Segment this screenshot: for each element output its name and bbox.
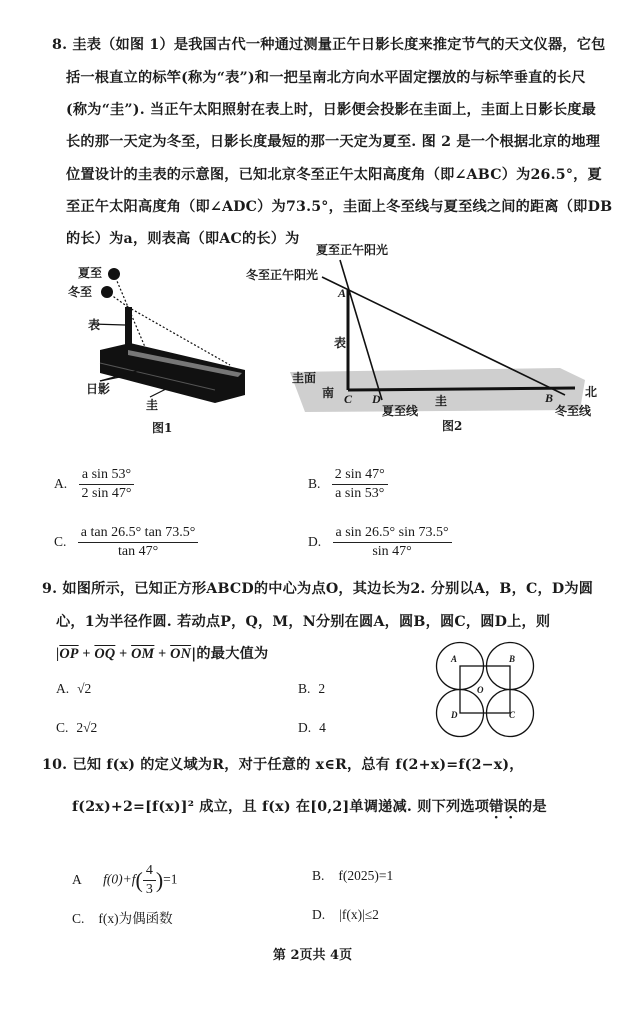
- q9-fig-label-A: A: [451, 654, 458, 664]
- fig1-label-winter: 冬至: [68, 285, 93, 299]
- fig2-label-summer-light: 夏至正午阳光: [316, 243, 389, 257]
- q9-option-a[interactable]: A. √2: [56, 681, 92, 696]
- q9-fig-label-C: C: [509, 710, 516, 720]
- q10-option-b[interactable]: B. f(2025)=1: [312, 868, 394, 883]
- q10-number: 10.: [42, 757, 68, 773]
- q10-option-a[interactable]: A f(0)+f( $\frac{4}{3}$ )=1: [72, 863, 178, 897]
- page-footer: 第 2页共 4页: [272, 948, 353, 963]
- q8-option-c[interactable]: C. $\frac{\text{a tan 26.5° tan 73.5°}}{\tan 47^\circ}$: [54, 524, 198, 561]
- q8-option-b[interactable]: B. $\frac{2 \sin 47^\circ}{\text{a sin 53°}}$: [308, 466, 388, 503]
- q9-option-c[interactable]: C. 2√2: [56, 720, 98, 735]
- square-ABCD: [460, 666, 510, 713]
- q9-circles-figure: [430, 636, 555, 746]
- q8-line-5: 位置设计的圭表的示意图，已知北京冬至正午太阳高度角（即∠ABC）为26.5°，夏: [66, 167, 602, 183]
- fig2-label-winter-line: 冬至线: [555, 404, 592, 418]
- fig2-caption: 图2: [442, 419, 463, 433]
- fig2-label-south: 南: [322, 386, 335, 400]
- q8-line-4: 长的那一天定为冬至，日影长度最短的那一天定为夏至. 图 2 是一个根据北京的地理: [66, 134, 601, 150]
- fig1-label-summer: 夏至: [78, 266, 103, 280]
- q9-expression: $|\overline{OP} + \overline{OQ} + \overline{OM} + \overline{ON}|$的最大值为: [56, 646, 269, 662]
- q10-line-1: 10. 已知 f(x) 的定义域为R，对于任意的 x∈R，总有 f(2+x)=f(2−x)，: [42, 757, 524, 773]
- fig1-label-gui: 圭: [146, 398, 159, 412]
- q8-line-6: 至正午太阳高度角（即∠ADC）为73.5°，圭面上冬至线与夏至线之间的距离（即DB: [66, 199, 613, 215]
- q10-option-d[interactable]: D. |f(x)|≤2: [312, 907, 379, 922]
- option-c-fraction: $\frac{\text{a tan 26.5° tan 73.5°}}{\tan 47^\circ}$: [78, 524, 199, 561]
- fig1-caption: 图1: [152, 421, 173, 435]
- fig2-label-gui: 圭: [435, 394, 448, 408]
- q9-option-d[interactable]: D. 4: [298, 720, 326, 735]
- fig2-label-winter-light: 冬至正午阳光: [246, 268, 319, 282]
- q9-line-2: 心，1为半径作圆. 若动点P，Q，M，N分别在圆A，圆B，圆C，圆D上，则: [56, 614, 551, 630]
- q9-fig-label-O: O: [477, 685, 484, 695]
- fig1-label-shadow: 日影: [86, 382, 111, 396]
- q8-number: 8.: [52, 37, 68, 53]
- option-d-fraction: $\frac{\text{a sin 26.5° sin 73.5°}}{\sin 47^\circ}$: [333, 524, 452, 561]
- fig2-label-north: 北: [585, 385, 598, 399]
- gui-CB: [348, 388, 575, 390]
- fig2-label-C: C: [344, 392, 353, 406]
- figure-2-gnomon-diagram: [280, 240, 600, 440]
- q9-option-b[interactable]: B. 2: [298, 681, 326, 696]
- q8-option-d[interactable]: D. $\frac{\text{a sin 26.5° sin 73.5°}}{\sin 47^\circ}$: [308, 524, 452, 561]
- q9-line-1: 9. 如图所示，已知正方形ABCD的中心为点O，其边长为2. 分别以A，B，C，D为圆: [42, 581, 594, 597]
- fig2-label-B: B: [545, 391, 554, 405]
- q8-line-2: 括一根直立的标竿(称为“表”)和一把呈南北方向水平固定摆放的与标竿垂直的长尺: [66, 70, 586, 86]
- q9-fig-label-B: B: [509, 654, 516, 664]
- q8-line-7: 的长）为a，则表高（即AC的长）为: [66, 231, 300, 247]
- fig2-label-summer-line: 夏至线: [382, 404, 419, 418]
- q8-line-3: (称为“圭”). 当正午太阳照射在表上时，日影便会投影在圭面上，圭面上日影长度最: [66, 102, 597, 118]
- q9-number: 9.: [42, 581, 58, 597]
- option-a-fraction: $\frac{\text{a sin 53°}}{2 \sin 47^\circ}$: [79, 466, 135, 503]
- fig2-label-gnomon: 表: [334, 336, 347, 350]
- q10-line-2: f(2x)+2=[f(x)]² 成立，且 f(x) 在[0,2]单调递减. 则下列选项错误的是: [72, 799, 547, 815]
- q8-line-1: 8. 圭表（如图 1）是我国古代一种通过测量正午日影长度来推定节气的天文仪器，它包: [52, 37, 606, 53]
- fig1-label-gnomon: 表: [88, 318, 101, 332]
- option-b-fraction: $\frac{2 \sin 47^\circ}{\text{a sin 53°}}$: [332, 466, 388, 503]
- q9-fig-label-D: D: [451, 710, 458, 720]
- fig2-label-gui-surface: 圭面: [292, 371, 317, 385]
- option-a-fraction: $\frac{4}{3}$: [143, 862, 156, 899]
- fig2-label-D: D: [372, 392, 381, 406]
- fig2-label-A: A: [338, 286, 347, 300]
- q8-option-a[interactable]: A. $\frac{\text{a sin 53°}}{2 \sin 47^\circ}$: [54, 466, 134, 503]
- q10-option-c[interactable]: C. f(x)为偶函数: [72, 911, 173, 926]
